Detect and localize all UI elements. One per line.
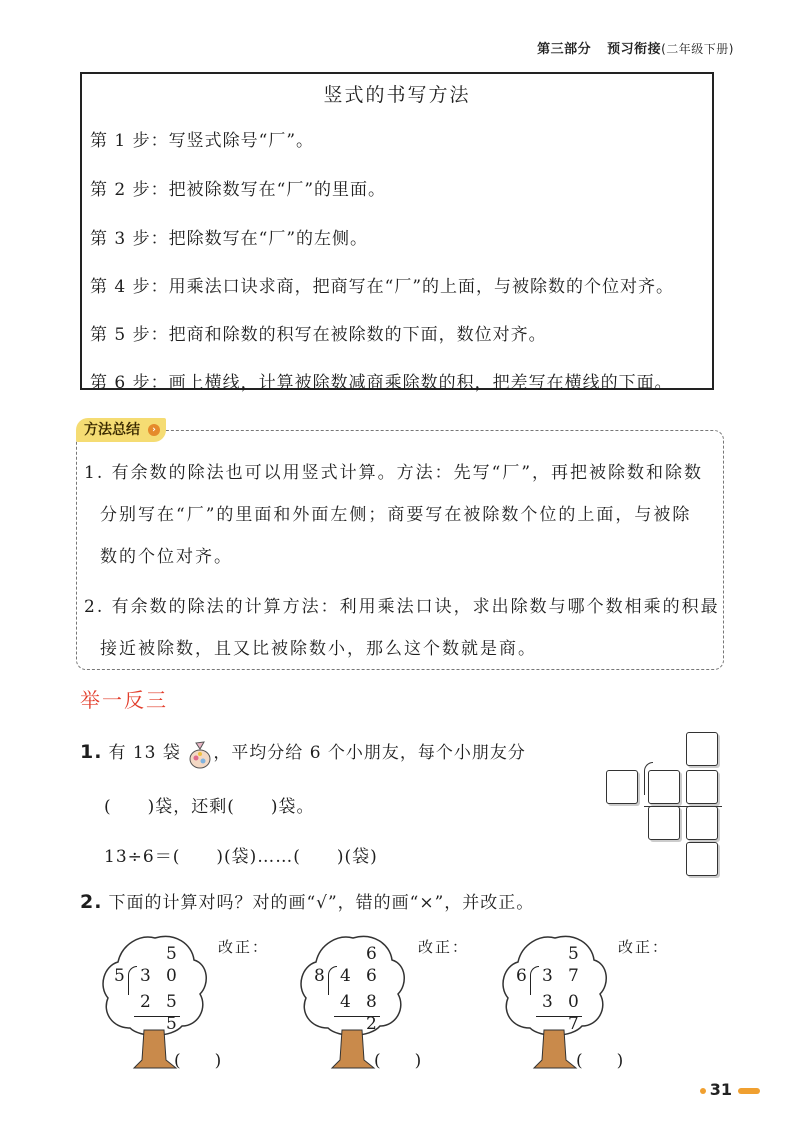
dividend-ones-1: 0 bbox=[166, 966, 177, 986]
method-title: 竖式的书写方法 bbox=[323, 84, 471, 106]
remainder-2: 2 bbox=[366, 1014, 377, 1034]
answer-box[interactable] bbox=[606, 770, 638, 804]
step-1: 第 1 步：写竖式除号“厂”。 bbox=[90, 131, 315, 151]
q1-text-a: 有 13 袋 bbox=[108, 743, 181, 763]
step-3: 第 3 步：把除数写在“厂”的左侧。 bbox=[90, 229, 369, 249]
fix-label-2: 改正： bbox=[418, 938, 470, 956]
dividend-ones-2: 6 bbox=[366, 966, 377, 986]
product-ones-1: 5 bbox=[166, 992, 177, 1012]
answer-box[interactable] bbox=[686, 842, 718, 876]
bar-icon bbox=[738, 1088, 760, 1094]
product-tens-3: 3 bbox=[542, 992, 553, 1012]
answer-paren-3[interactable]: ( ) bbox=[576, 1051, 624, 1071]
product-tens-1: 2 bbox=[140, 992, 151, 1012]
chevron-right-icon: › bbox=[148, 424, 160, 436]
page-number-text: 31 bbox=[709, 1080, 732, 1099]
product-ones-2: 8 bbox=[366, 992, 377, 1012]
q2-line bbox=[80, 888, 534, 913]
summary-line-5: 接近被除数，且又比被除数小，那么这个数就是商。 bbox=[100, 639, 537, 659]
step-5: 第 5 步：把商和除数的积写在被除数的下面，数位对齐。 bbox=[90, 325, 547, 345]
answer-paren-2[interactable]: ( ) bbox=[374, 1051, 422, 1071]
answer-box[interactable] bbox=[686, 732, 718, 766]
divisor-3: 6 bbox=[516, 966, 527, 986]
answer-box[interactable] bbox=[648, 806, 680, 840]
dot-icon bbox=[700, 1088, 706, 1094]
q1-text-b: ，平均分给 6 个小朋友，每个小朋友分 bbox=[213, 743, 526, 763]
summary-tag-label: 方法总结 bbox=[84, 422, 140, 438]
q1-line-1 bbox=[80, 738, 526, 769]
step-2: 第 2 步：把被除数写在“厂”的里面。 bbox=[90, 180, 387, 200]
q1-line-2: ( )袋，还剩( )袋。 bbox=[104, 797, 315, 817]
division-bracket-2 bbox=[328, 966, 337, 995]
q2-number: 2. bbox=[80, 891, 103, 913]
q1-number: 1. bbox=[80, 741, 103, 763]
divisor-1: 5 bbox=[114, 966, 125, 986]
divisor-2: 8 bbox=[314, 966, 325, 986]
division-bracket bbox=[644, 762, 653, 795]
remainder-1: 5 bbox=[166, 1014, 177, 1034]
header-grade: (二年级下册) bbox=[661, 42, 734, 56]
step-4: 第 4 步：用乘法口诀求商，把商写在“厂”的上面，与被除数的个位对齐。 bbox=[90, 277, 675, 297]
answer-paren-1[interactable]: ( ) bbox=[174, 1051, 222, 1071]
header-part: 第三部分 bbox=[537, 42, 592, 57]
remainder-3: 7 bbox=[568, 1014, 579, 1034]
page-number bbox=[700, 1080, 760, 1099]
product-ones-3: 0 bbox=[568, 992, 579, 1012]
fix-label-1: 改正： bbox=[218, 938, 270, 956]
quotient-1: 5 bbox=[166, 944, 177, 964]
summary-line-2: 分别写在“厂”的里面和外面左侧；商要写在被除数个位的上面，与被除 bbox=[100, 505, 692, 525]
summary-line-1: 1. 有余数的除法也可以用竖式计算。方法：先写“厂”，再把被除数和除数 bbox=[84, 463, 704, 483]
dividend-ones-3: 7 bbox=[568, 966, 579, 986]
quotient-2: 6 bbox=[366, 944, 377, 964]
candy-bag-icon bbox=[187, 739, 213, 769]
summary-line-4: 2. 有余数的除法的计算方法：利用乘法口诀，求出除数与哪个数相乘的积最 bbox=[84, 597, 720, 617]
header-title: 预习衔接 bbox=[607, 42, 662, 57]
division-line bbox=[644, 806, 722, 807]
dividend-tens-1: 3 bbox=[140, 966, 151, 986]
division-bracket-1 bbox=[128, 966, 137, 995]
q1-line-3: 13÷6＝( )(袋)……( )(袋) bbox=[104, 847, 378, 867]
quotient-3: 5 bbox=[568, 944, 579, 964]
method-box bbox=[80, 72, 714, 393]
section-title: 举一反三 bbox=[80, 688, 168, 712]
fix-label-3: 改正： bbox=[618, 938, 670, 956]
summary-line-3: 数的个位对齐。 bbox=[100, 547, 233, 567]
q2-text: 下面的计算对吗？对的画“√”，错的画“×”，并改正。 bbox=[108, 893, 535, 913]
dividend-tens-2: 4 bbox=[340, 966, 351, 986]
page-header bbox=[537, 38, 734, 57]
dividend-tens-3: 3 bbox=[542, 966, 553, 986]
step-6: 第 6 步：画上横线，计算被除数减商乘除数的积，把差写在横线的下面。 bbox=[90, 373, 673, 393]
answer-box[interactable] bbox=[686, 806, 718, 840]
division-bracket-3 bbox=[530, 966, 539, 995]
answer-box[interactable] bbox=[686, 770, 718, 804]
product-tens-2: 4 bbox=[340, 992, 351, 1012]
summary-tag bbox=[76, 418, 166, 442]
